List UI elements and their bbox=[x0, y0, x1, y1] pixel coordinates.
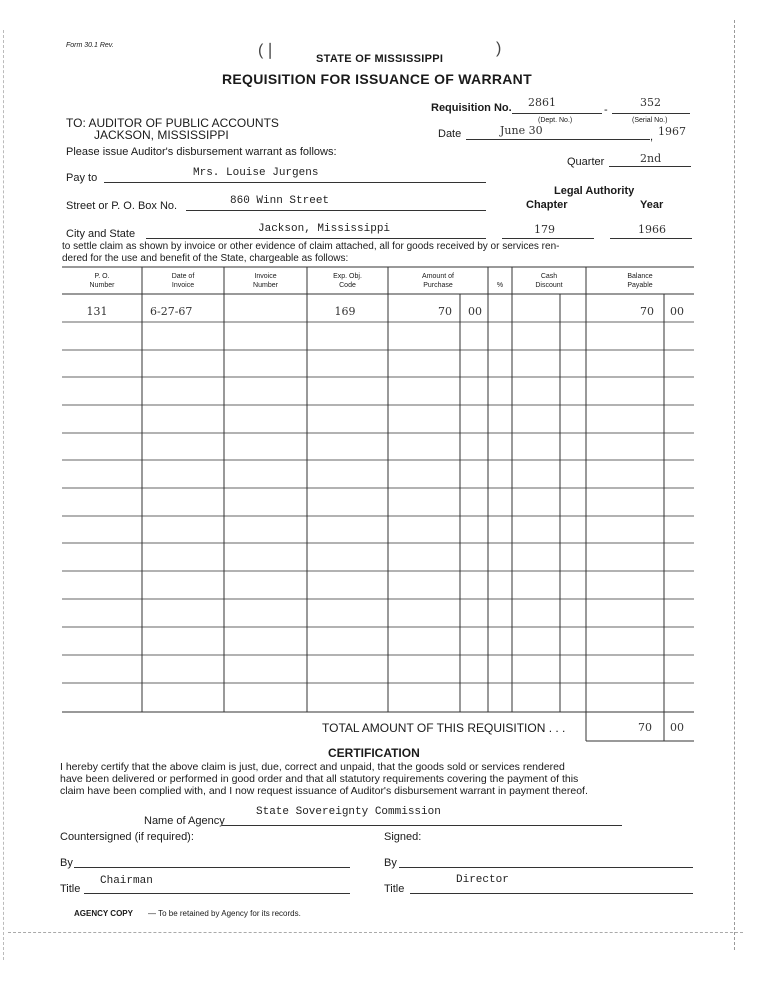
year-label: Year bbox=[640, 199, 664, 211]
addressee-line1: TO: AUDITOR OF PUBLIC ACCOUNTS bbox=[66, 116, 279, 130]
punch-hole-left-icon: (❘ bbox=[258, 42, 277, 59]
total-dollars[interactable]: 70 bbox=[638, 721, 652, 734]
legal-authority-heading: Legal Authority bbox=[554, 185, 635, 197]
countersigned-title-line bbox=[84, 893, 350, 894]
serial-no-value[interactable]: 352 bbox=[640, 96, 661, 109]
header-po-line1: P. O. bbox=[94, 273, 110, 280]
date-label: Date bbox=[438, 128, 462, 140]
header-date-line1: Date of bbox=[171, 273, 195, 280]
header-balance-line1: Balance bbox=[627, 273, 653, 280]
countersigned-by-line bbox=[74, 867, 350, 868]
header-invoice-line1: Invoice bbox=[254, 273, 277, 280]
agency-label: Name of Agency bbox=[144, 815, 225, 827]
dept-no-value[interactable]: 2861 bbox=[528, 96, 556, 109]
settle-text-line1: to settle claim as shown by invoice or other evidence of claim attached, all for goods received by or services ren- bbox=[62, 241, 560, 252]
certification-line3: claim have been complied with, and I now request issuance of Auditor's disbursement warrant in payment thereof. bbox=[60, 785, 588, 797]
header-pct: % bbox=[496, 282, 504, 289]
certification-heading: CERTIFICATION bbox=[328, 746, 420, 760]
countersigned-label: Countersigned (if required): bbox=[60, 831, 194, 843]
signed-label: Signed: bbox=[384, 831, 422, 843]
certification-line2: have been delivered or performed in good order and that all statutory requirements covering the payment of this bbox=[60, 773, 579, 785]
retain-note: — To be retained by Agency for its records. bbox=[148, 909, 301, 918]
header-cash-line1: Cash bbox=[540, 273, 558, 280]
header-invoice-line2: Number bbox=[253, 282, 278, 289]
instruction-text: Please issue Auditor's disbursement warrant as follows: bbox=[66, 146, 337, 158]
row1-amount-cents[interactable]: 00 bbox=[468, 305, 482, 318]
header-date-line2: Invoice bbox=[171, 282, 195, 289]
serial-no-caption: (Serial No.) bbox=[632, 117, 668, 124]
header-exp-line1: Exp. Obj. bbox=[333, 273, 362, 280]
header-amount-line2: Purchase bbox=[423, 282, 453, 289]
agency-value[interactable]: State Sovereignty Commission bbox=[256, 806, 441, 818]
row1-invoice-date[interactable]: 6-27-67 bbox=[150, 305, 193, 318]
signed-title-line bbox=[410, 893, 693, 894]
signed-title-value[interactable]: Director bbox=[456, 874, 509, 886]
certification-line1: I hereby certify that the above claim is just, due, correct and unpaid, that the goods sold or services rendered bbox=[60, 761, 565, 773]
page-title: REQUISITION FOR ISSUANCE OF WARRANT bbox=[222, 71, 532, 87]
form-number: Form 30.1 Rev. bbox=[66, 42, 114, 49]
header-amount-line1: Amount of bbox=[422, 273, 454, 280]
countersigned-title-value[interactable]: Chairman bbox=[100, 875, 153, 887]
signed-by-line bbox=[399, 867, 693, 868]
row1-exp-code[interactable]: 169 bbox=[334, 305, 356, 318]
signed-by-label: By bbox=[384, 857, 397, 869]
date-year-value[interactable]: 1967 bbox=[658, 125, 686, 138]
chapter-label: Chapter bbox=[526, 199, 568, 211]
total-cents[interactable]: 00 bbox=[670, 721, 684, 734]
city-value[interactable]: Jackson, Mississippi bbox=[258, 223, 391, 235]
city-label: City and State bbox=[66, 228, 136, 240]
street-value[interactable]: 860 Winn Street bbox=[230, 195, 330, 207]
requisition-dash: - bbox=[604, 104, 608, 116]
agency-line bbox=[222, 825, 622, 826]
header-cash-line2: Discount bbox=[535, 282, 563, 289]
quarter-value[interactable]: 2nd bbox=[640, 152, 662, 165]
chapter-value[interactable]: 179 bbox=[534, 223, 555, 236]
quarter-label: Quarter bbox=[567, 156, 605, 168]
row1-amount-dollars[interactable]: 70 bbox=[438, 305, 452, 318]
year-comma: , bbox=[650, 131, 654, 143]
agency-copy-label: AGENCY COPY bbox=[74, 909, 133, 918]
row1-balance-cents[interactable]: 00 bbox=[670, 305, 684, 318]
header-po-line2: Number bbox=[89, 282, 115, 289]
street-label: Street or P. O. Box No. bbox=[66, 200, 178, 212]
punch-hole-right-icon: ) bbox=[496, 40, 502, 57]
date-value[interactable]: June 30 bbox=[500, 124, 543, 137]
dept-no-caption: (Dept. No.) bbox=[538, 117, 573, 124]
signed-title-label: Title bbox=[384, 883, 405, 895]
header-exp-line2: Code bbox=[339, 282, 356, 289]
legal-year-value[interactable]: 1966 bbox=[638, 223, 666, 236]
row1-balance-dollars[interactable]: 70 bbox=[640, 305, 654, 318]
row1-po-number[interactable]: 131 bbox=[86, 305, 108, 318]
countersigned-by-label: By bbox=[60, 857, 73, 869]
state-heading: STATE OF MISSISSIPPI bbox=[316, 53, 444, 65]
requisition-label: Requisition No. bbox=[431, 102, 512, 114]
addressee-line2: JACKSON, MISSISSIPPI bbox=[94, 128, 229, 142]
header-balance-line2: Payable bbox=[627, 282, 653, 289]
pay-to-value[interactable]: Mrs. Louise Jurgens bbox=[193, 167, 319, 179]
countersigned-title-label: Title bbox=[60, 883, 81, 895]
total-label: TOTAL AMOUNT OF THIS REQUISITION . . . bbox=[322, 721, 566, 735]
settle-text-line2: dered for the use and benefit of the State, chargeable as follows: bbox=[62, 253, 349, 264]
pay-to-label: Pay to bbox=[66, 172, 98, 184]
